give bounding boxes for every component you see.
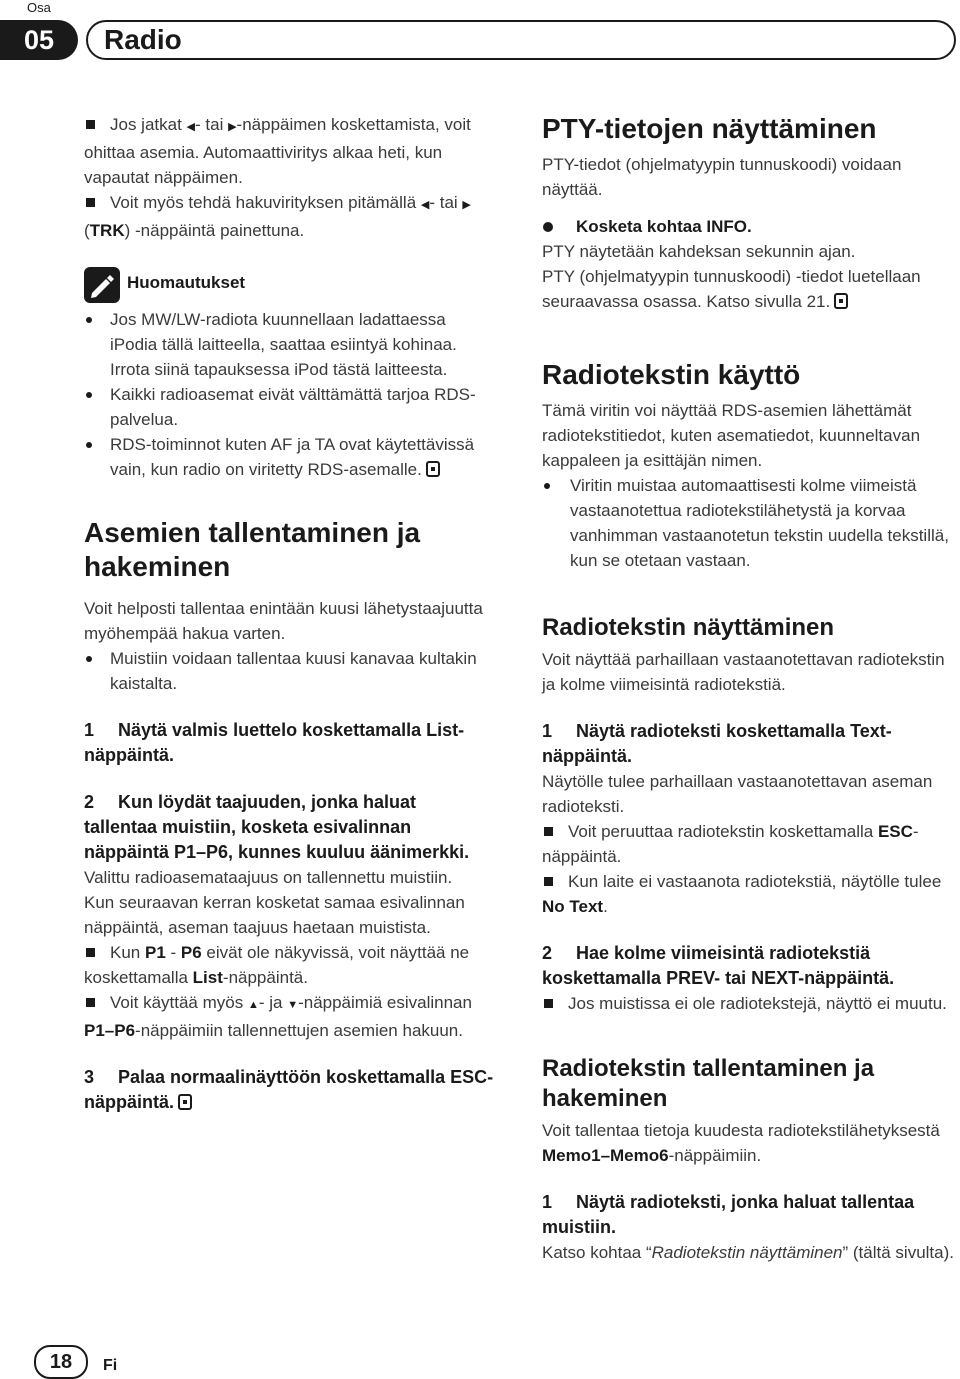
up-arrow-icon: ▲ — [247, 999, 259, 1011]
title-frame — [86, 20, 956, 60]
left-arrow-icon: ◀ — [420, 199, 430, 211]
show-note-1: Voit peruuttaa radiotekstin koskettamalla ESC-näppäintä. — [542, 822, 919, 866]
left-column — [84, 112, 494, 1115]
intro-item-2: Voit myös tehdä hakuvirityksen pitämällä ◀- tai ▶ (TRK) -näppäintä painettuna. — [84, 193, 471, 240]
step-2-note-1: Kun P1 - P6 eivät ole näkyvissä, voit näyttää ne koskettamalla List-näppäintä. — [84, 943, 470, 987]
page-number: 18 — [34, 1345, 88, 1379]
bullet-dot — [86, 317, 92, 323]
step-2-body-1: Valittu radioasemataajuus on tallennettu muistiin. — [84, 868, 453, 887]
step-3: 3 Palaa normaalinäyttöön koskettamalla ESC-näppäintä. — [84, 1067, 494, 1112]
language-code: Fi — [103, 1357, 118, 1374]
section-title-presets: Asemien tallentaminen ja hakeminen — [84, 517, 421, 582]
square-bullet — [86, 198, 95, 207]
pty-body-1: PTY näytetään kahdeksan sekunnin ajan. — [542, 242, 856, 261]
show-note-2: Kun laite ei vastaanota radiotekstiä, näytölle tulee No Text. — [542, 872, 942, 916]
save-step-1-body: Katso kohtaa “Radiotekstin näyttäminen” (tältä sivulta). — [542, 1243, 954, 1262]
note-item: RDS-toiminnot kuten AF ja TA ovat käytettävissä vain, kun radio on viritetty RDS-asemalle. — [84, 432, 494, 482]
section-label: Osa — [27, 0, 51, 15]
notes-header — [84, 267, 494, 307]
bullet-dot — [86, 442, 92, 448]
save-step-1: 1 Näytä radioteksti, jonka haluat tallentaa muistiin. — [542, 1192, 915, 1237]
page-title: Radio — [104, 24, 182, 55]
square-bullet — [86, 120, 95, 129]
pencil-note-icon — [84, 267, 120, 303]
show-step-1-body: Näytölle tulee parhaillaan vastaanotettavan aseman radioteksti. — [542, 772, 933, 816]
end-of-section-icon — [178, 1094, 192, 1110]
right-arrow-icon: ▶ — [228, 121, 237, 133]
pty-intro: PTY-tiedot (ohjelmatyypin tunnuskoodi) voidaan näyttää. — [542, 155, 902, 199]
note-item: Kaikki radioasemat eivät välttämättä tarjoa RDS-palvelua. — [84, 382, 494, 432]
section-intro: Voit helposti tallentaa enintään kuusi lähetystaajuutta myöhempää hakua varten. — [84, 599, 483, 643]
show-radiotext-intro: Voit näyttää parhaillaan vastaanotettavan radiotekstin ja kolme viimeisintä radiotekstiä. — [542, 650, 945, 694]
notes-title: Huomautukset — [127, 273, 246, 292]
down-arrow-icon: ▼ — [287, 999, 299, 1011]
radiotext-bullet: Viritin muistaa automaattisesti kolme viimeistä vastaanotettua radiotekstilähetystä ja korvaa vanhimman vastaanotetun tekstin uudella tekstillä, kun se otetaan vastaan. — [542, 473, 956, 573]
show-step-1: 1 Näytä radioteksti koskettamalla Text-näppäintä. — [542, 721, 892, 766]
step-2: 2 Kun löydät taajuuden, jonka haluat tallentaa muistiin, kosketa esivalinnan näppäintä P1–P6, kunnes kuuluu äänimerkki. — [84, 792, 470, 862]
square-bullet — [86, 998, 95, 1007]
bullet-dot — [86, 392, 92, 398]
bullet-dot — [86, 656, 92, 662]
square-bullet — [544, 877, 553, 886]
step-2-body-2: Kun seuraavan kerran kosketat samaa esivalinnan näppäintä, aseman taajuus haetaan muistista. — [84, 893, 465, 937]
pty-title: PTY-tietojen näyttäminen — [542, 113, 877, 144]
show-radiotext-title: Radiotekstin näyttäminen — [542, 614, 835, 641]
action-dot — [543, 222, 553, 232]
show-step-2: 2 Hae kolme viimeisintä radiotekstiä koskettamalla PREV- tai NEXT-näppäintä. — [542, 943, 895, 988]
step-1: 1 Näytä valmis luettelo koskettamalla List-näppäintä. — [84, 720, 465, 765]
show-note-3: Jos muistissa ei ole radiotekstejä, näyttö ei muutu. — [542, 991, 956, 1016]
save-radiotext-title: Radiotekstin tallentaminen ja hakeminen — [542, 1055, 875, 1112]
note-item: Jos MW/LW-radiota kuunnellaan ladattaessa iPodia tällä laitteella, saattaa esiintyä kohinaa. Irrota siinä tapauksessa iPod tästä laitteesta. — [84, 307, 494, 382]
step-2-note-2: Voit käyttää myös ▲- ja ▼-näppäimiä esivalinnan P1–P6-näppäimiin tallennettujen asemien hakuun. — [84, 993, 472, 1040]
radiotext-intro: Tämä viritin voi näyttää RDS-asemien lähettämät radiotekstitiedot, kuten asematiedot, kuunneltavan kappaleen ja esittäjän nimen. — [542, 401, 921, 470]
bullet-dot — [544, 483, 550, 489]
pty-body-2: PTY (ohjelmatyypin tunnuskoodi) -tiedot luetellaan seuraavassa osassa. Katso sivulla 21. — [542, 267, 921, 311]
square-bullet — [86, 948, 95, 957]
chapter-number: 05 — [0, 20, 78, 60]
intro-item-1: Jos jatkat ◀- tai ▶-näppäimen koskettamista, voit ohittaa asemia. Automaattiviritys alkaa heti, kun vapautat näppäimen. — [84, 115, 471, 187]
radiotext-title: Radiotekstin käyttö — [542, 359, 801, 390]
section-bullet: Muistiin voidaan tallentaa kuusi kanavaa kultakin kaistalta. — [84, 646, 494, 696]
right-column — [542, 112, 956, 1265]
right-arrow-icon: ▶ — [462, 199, 471, 211]
square-bullet — [544, 827, 553, 836]
save-radiotext-intro: Voit tallentaa tietoja kuudesta radiotekstilähetyksestä Memo1–Memo6-näppäimiin. — [542, 1121, 940, 1165]
pty-action: Kosketa kohtaa INFO. — [542, 214, 956, 239]
end-of-section-icon — [834, 293, 848, 309]
square-bullet — [544, 999, 553, 1008]
left-arrow-icon: ◀ — [186, 121, 196, 133]
end-of-section-icon — [426, 461, 440, 477]
